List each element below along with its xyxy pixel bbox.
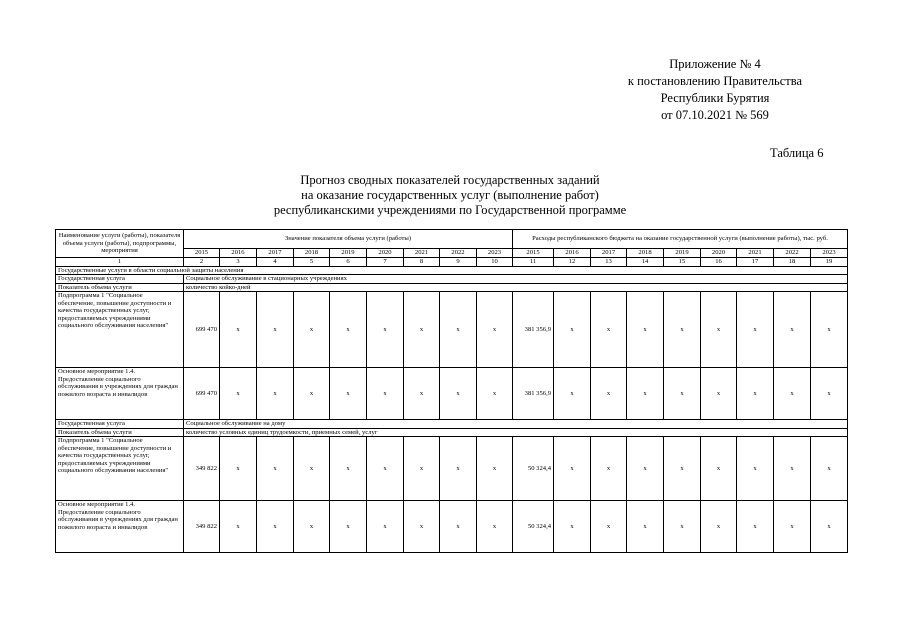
column-number-cell: 14 [627,258,664,267]
value-cell: х [257,501,294,553]
value-cell: х [367,292,404,368]
value-cell: х [330,437,367,501]
value-cell: х [367,368,404,420]
column-number-cell: 5 [294,258,330,267]
column-number-cell: 6 [330,258,367,267]
value-cell: х [701,368,737,420]
section-title: Государственные услуги в области социальной защиты населения [56,266,848,275]
indicator-label: Показатель объема услуги [56,283,184,292]
value-cell: х [811,501,848,553]
column-number-cell: 8 [404,258,440,267]
value-cell: х [774,292,811,368]
column-numbers-row [56,258,848,267]
service-row [56,275,848,284]
program-name-cell: Подпрограмма 1 "Социальное обеспечение, повышение доступности и качества государственных услуг, предоставляемых учреждениями социального обслуживания населения" [56,437,184,501]
year-header-cell: 2023 [811,249,848,258]
year-header-cell: 2022 [774,249,811,258]
value-cell: х [701,292,737,368]
column-number-cell: 13 [591,258,627,267]
value-cell: х [664,437,701,501]
value-cell: х [774,501,811,553]
year-header-cell: 2018 [627,249,664,258]
value-cell: х [477,501,513,553]
value-cell: х [440,292,477,368]
value-cell: х [627,292,664,368]
value-cell: х [477,368,513,420]
value-cell: х [774,437,811,501]
value-cell: х [367,437,404,501]
column-number-cell: 1 [56,258,184,267]
value-cell: х [554,292,591,368]
value-cell: х [627,437,664,501]
value-cell: х [737,368,774,420]
service-label: Государственная услуга [56,275,184,284]
appendix-line: к постановлению Правительства [627,74,803,88]
value-cell: х [591,501,627,553]
header-row [56,230,848,249]
value-cell: х [220,368,257,420]
value-cell: х [774,368,811,420]
value-cell: х [294,501,330,553]
value-cell: х [477,292,513,368]
column-number-cell: 10 [477,258,513,267]
column-number-cell: 12 [554,258,591,267]
year-header-cell: 2019 [664,249,701,258]
value-cell: х [220,292,257,368]
value-cell: х [627,368,664,420]
column-number-cell: 17 [737,258,774,267]
value-cell: х [591,437,627,501]
section-row [56,266,848,275]
value-cell: х [330,292,367,368]
indicator-row [56,283,848,292]
value-cell: х [627,501,664,553]
value-cell: х [257,292,294,368]
volume-group-header: Значение показателя объема услуги (работы) [184,230,513,249]
year-header-cell: 2022 [440,249,477,258]
table-row [56,368,848,420]
value-cell: х [220,437,257,501]
indicator-label: Показатель объема услуги [56,428,184,437]
value-cell: х [701,437,737,501]
value-cell: 50 324,4 [513,437,554,501]
value-cell: х [477,437,513,501]
table-row [56,292,848,368]
value-cell: х [737,292,774,368]
year-header-cell: 2020 [701,249,737,258]
table-number: Таблица 6 [770,146,824,160]
indicator-value: количество условных единиц трудоемкости, приемных семей, услуг [184,428,848,437]
table-row [56,501,848,553]
year-header-cell: 2015 [513,249,554,258]
value-cell: х [367,501,404,553]
document-title [150,173,750,218]
value-cell: х [737,501,774,553]
value-cell: х [404,501,440,553]
year-header-cell: 2016 [220,249,257,258]
col-name-header: Наименование услуги (работы), показателя объема услуги (работы), подпрограммы, мероприятия [56,230,184,258]
column-number-cell: 16 [701,258,737,267]
year-header-cell: 2023 [477,249,513,258]
value-cell: х [330,368,367,420]
value-cell: х [257,437,294,501]
value-cell: х [404,437,440,501]
column-number-cell: 15 [664,258,701,267]
value-cell: х [294,292,330,368]
value-cell: х [664,501,701,553]
value-cell: 699 470 [184,368,220,420]
value-cell: х [440,501,477,553]
forecast-table [55,229,848,553]
year-header-cell: 2021 [737,249,774,258]
value-cell: х [554,501,591,553]
value-cell: х [811,292,848,368]
year-header-cell: 2017 [257,249,294,258]
value-cell: х [330,501,367,553]
value-cell: 699 470 [184,292,220,368]
value-cell: х [294,437,330,501]
column-number-cell: 19 [811,258,848,267]
service-value: Социальное обслуживание в стационарных учреждениях [184,275,848,284]
table-body [56,230,848,553]
title-line: республиканскими учреждениями по Государственной программе [273,203,627,217]
value-cell: 50 324,4 [513,501,554,553]
appendix-line: от 07.10.2021 № 569 [661,108,769,122]
value-cell: х [404,368,440,420]
column-number-cell: 2 [184,258,220,267]
title-line: на оказание государственных услуг (выполнение работ) [301,188,599,202]
value-cell: х [554,368,591,420]
value-cell: х [404,292,440,368]
appendix-header [600,56,830,124]
year-header-cell: 2021 [404,249,440,258]
column-number-cell: 11 [513,258,554,267]
title-line: Прогноз сводных показателей государственных заданий [300,173,600,187]
value-cell: 349 822 [184,501,220,553]
appendix-line: Приложение № 4 [669,57,761,71]
service-label: Государственная услуга [56,420,184,429]
value-cell: х [737,437,774,501]
value-cell: 349 822 [184,437,220,501]
value-cell: х [664,292,701,368]
column-number-cell: 7 [367,258,404,267]
service-row [56,420,848,429]
year-header-cell: 2016 [554,249,591,258]
value-cell: х [220,501,257,553]
program-name-cell: Основное мероприятие 1.4. Предоставление социального обслуживания в учреждениях для граждан пожилого возраста и инвалидов [56,501,184,553]
value-cell: х [811,437,848,501]
column-number-cell: 9 [440,258,477,267]
value-cell: 381 356,9 [513,368,554,420]
value-cell: х [811,368,848,420]
year-header-cell: 2019 [330,249,367,258]
value-cell: х [294,368,330,420]
value-cell: х [591,292,627,368]
value-cell: х [591,368,627,420]
year-header-cell: 2018 [294,249,330,258]
appendix-line: Республики Бурятия [660,91,770,105]
value-cell: х [440,368,477,420]
program-name-cell: Основное мероприятие 1.4. Предоставление социального обслуживания в учреждениях для граждан пожилого возраста и инвалидов [56,368,184,420]
value-cell: х [664,368,701,420]
value-cell: х [701,501,737,553]
indicator-value: количество койко-дней [184,283,848,292]
table-row [56,437,848,501]
column-number-cell: 4 [257,258,294,267]
service-value: Социальное обслуживание на дому [184,420,848,429]
value-cell: х [440,437,477,501]
column-number-cell: 3 [220,258,257,267]
column-number-cell: 18 [774,258,811,267]
year-header-cell: 2020 [367,249,404,258]
indicator-row [56,428,848,437]
value-cell: х [257,368,294,420]
value-cell: 381 356,9 [513,292,554,368]
value-cell: х [554,437,591,501]
year-header-cell: 2015 [184,249,220,258]
year-header-cell: 2017 [591,249,627,258]
program-name-cell: Подпрограмма 1 "Социальное обеспечение, повышение доступности и качества государственных услуг, предоставляемых учреждениями социального обслуживания населения" [56,292,184,368]
expense-group-header: Расходы республиканского бюджета на оказание государственной услуги (выполнение работы), тыс. руб. [513,230,848,249]
